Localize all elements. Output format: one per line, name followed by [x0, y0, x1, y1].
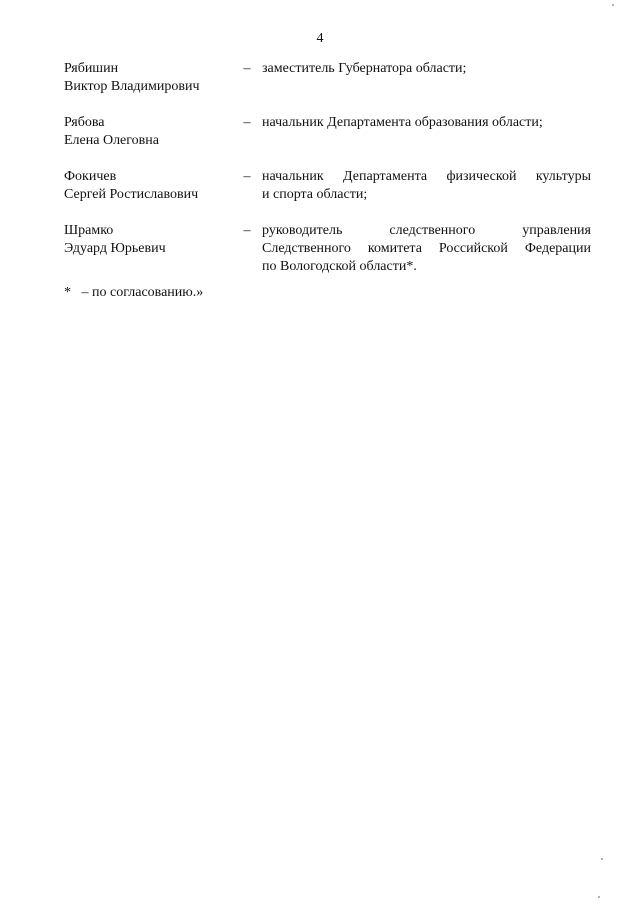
member-name [64, 168, 234, 204]
separator-dash: – [243, 61, 251, 76]
position-line: заместитель Губернатора области; [262, 61, 467, 76]
position-line: начальник Департамента физической культуры [262, 169, 591, 184]
member-surname: Шрамко [64, 223, 114, 238]
position-line: Следственного комитета Российской Федерации [262, 241, 591, 256]
member-surname: Фокичев [64, 169, 117, 184]
footnote-marker: * [64, 285, 71, 300]
footnote [64, 284, 203, 302]
member-given-names: Виктор Владимирович [64, 79, 200, 94]
member-name [64, 114, 234, 150]
member-surname: Рябишин [64, 61, 119, 76]
member-row [64, 114, 591, 168]
scan-speck [601, 858, 603, 860]
member-position [262, 114, 591, 132]
member-given-names: Сергей Ростиславович [64, 187, 199, 202]
member-name [64, 60, 234, 96]
member-row [64, 168, 591, 222]
members-list [64, 60, 591, 294]
position-line: начальник Департамента образования области; [262, 115, 543, 130]
scan-speck [612, 4, 614, 6]
position-line: по Вологодской области*. [262, 259, 417, 274]
separator-dash: – [243, 169, 251, 184]
position-line: руководитель следственного управления [262, 223, 591, 238]
member-surname: Рябова [64, 115, 105, 130]
footnote-text: – по согласованию.» [81, 285, 204, 300]
separator-dash: – [243, 115, 251, 130]
member-given-names: Эдуард Юрьевич [64, 241, 166, 256]
member-given-names: Елена Олеговна [64, 133, 159, 148]
page-number: 4 [316, 31, 324, 46]
member-position [262, 60, 591, 78]
member-position [262, 222, 591, 276]
member-position [262, 168, 591, 204]
member-name [64, 222, 234, 258]
member-row [64, 60, 591, 114]
position-line: и спорта области; [262, 187, 368, 202]
separator-dash: – [243, 223, 251, 238]
scan-speck [598, 896, 600, 898]
